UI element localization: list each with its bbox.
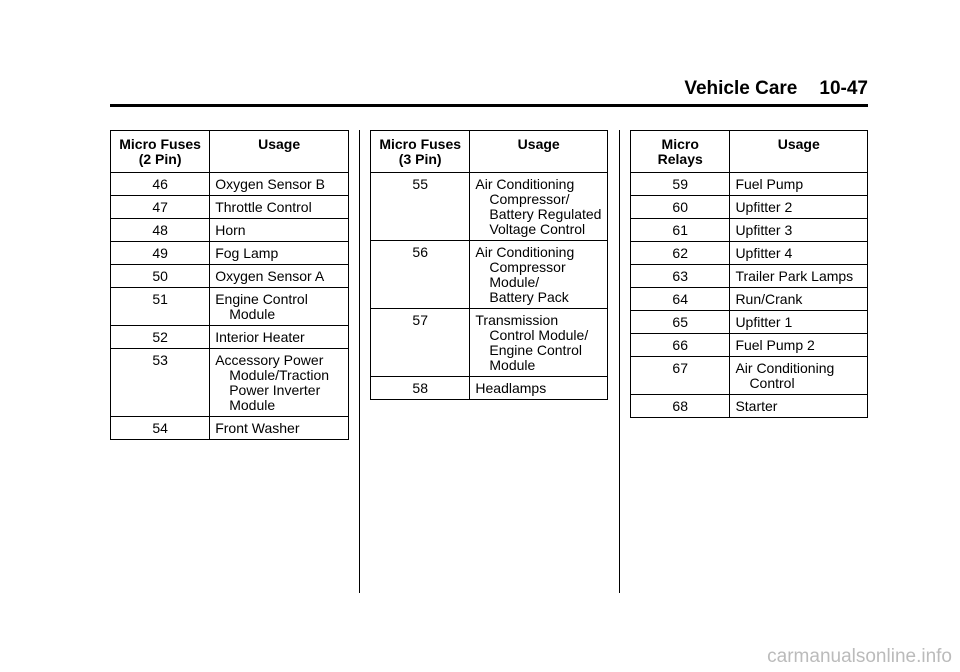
table-row: [111, 288, 349, 326]
page-number: 10-47: [819, 78, 868, 99]
fuse-usage: Run/Crank: [730, 288, 868, 311]
table-row: [631, 242, 868, 265]
micro-relays-table: [630, 130, 868, 418]
section-title: Vehicle Care: [684, 78, 798, 99]
micro-fuses-2-pin-table: [110, 130, 349, 440]
fuse-usage: Front Washer: [210, 417, 349, 440]
fuse-number: 66: [631, 334, 730, 357]
table-row: [631, 334, 868, 357]
fuse-number: 59: [631, 173, 730, 196]
fuse-number: 57: [371, 309, 470, 377]
fuse-number: 46: [111, 173, 210, 196]
table-row: [111, 417, 349, 440]
fuse-number: 64: [631, 288, 730, 311]
table-row: [371, 377, 608, 400]
table-row: [631, 196, 868, 219]
column-header-usage: Usage: [470, 131, 608, 173]
header-rule: [110, 104, 868, 107]
fuse-usage: Upfitter 1: [730, 311, 868, 334]
fuse-usage: Oxygen Sensor A: [210, 265, 349, 288]
column-header-fuse: Micro Relays: [631, 131, 730, 173]
fuse-usage: Air Conditioning Compressor/ Battery Regulated Voltage Control: [470, 173, 608, 241]
fuse-number: 63: [631, 265, 730, 288]
fuse-number: 47: [111, 196, 210, 219]
fuse-usage: Upfitter 2: [730, 196, 868, 219]
column-header-fuse: Micro Fuses (2 Pin): [111, 131, 210, 173]
fuse-usage: Interior Heater: [210, 326, 349, 349]
fuse-number: 60: [631, 196, 730, 219]
fuse-number: 50: [111, 265, 210, 288]
table-row: [631, 311, 868, 334]
fuse-usage: Upfitter 4: [730, 242, 868, 265]
fuse-number: 58: [371, 377, 470, 400]
micro-fuses-3-pin-table: [370, 130, 608, 400]
fuse-usage: Horn: [210, 219, 349, 242]
watermark: carmanualsonline.info: [767, 646, 952, 667]
table-row: [631, 357, 868, 395]
fuse-usage: Headlamps: [470, 377, 608, 400]
table-header-row: [111, 131, 349, 173]
table-row: [631, 173, 868, 196]
table-row: [111, 173, 349, 196]
table-row: [111, 349, 349, 417]
table-row: [111, 196, 349, 219]
table-row: [111, 265, 349, 288]
table-row: [111, 326, 349, 349]
fuse-usage: Upfitter 3: [730, 219, 868, 242]
fuse-usage: Air Conditioning Compressor Module/ Battery Pack: [470, 241, 608, 309]
fuse-number: 62: [631, 242, 730, 265]
fuse-number: 65: [631, 311, 730, 334]
fuse-usage: Accessory Power Module/Traction Power Inverter Module: [210, 349, 349, 417]
table-row: [111, 242, 349, 265]
fuse-number: 55: [371, 173, 470, 241]
table-row: [111, 219, 349, 242]
table-header-row: [631, 131, 868, 173]
table-row: [371, 173, 608, 241]
table-row: [631, 395, 868, 418]
fuse-number: 49: [111, 242, 210, 265]
fuse-usage: Fuel Pump 2: [730, 334, 868, 357]
fuse-number: 54: [111, 417, 210, 440]
fuse-number: 52: [111, 326, 210, 349]
column-divider-1: [359, 130, 360, 593]
column-divider-2: [619, 130, 620, 593]
fuse-number: 68: [631, 395, 730, 418]
fuse-usage: Air Conditioning Control: [730, 357, 868, 395]
table-row: [631, 288, 868, 311]
table-row: [631, 265, 868, 288]
column-header-fuse: Micro Fuses (3 Pin): [371, 131, 470, 173]
fuse-usage: Transmission Control Module/ Engine Control Module: [470, 309, 608, 377]
fuse-number: 53: [111, 349, 210, 417]
fuse-usage: Fog Lamp: [210, 242, 349, 265]
fuse-number: 48: [111, 219, 210, 242]
fuse-number: 67: [631, 357, 730, 395]
table-row: [371, 309, 608, 377]
fuse-usage: Oxygen Sensor B: [210, 173, 349, 196]
fuse-usage: Engine Control Module: [210, 288, 349, 326]
table-header-row: [371, 131, 608, 173]
column-header-usage: Usage: [730, 131, 868, 173]
fuse-usage: Throttle Control: [210, 196, 349, 219]
fuse-usage: Trailer Park Lamps: [730, 265, 868, 288]
fuse-number: 56: [371, 241, 470, 309]
table-row: [631, 219, 868, 242]
fuse-number: 61: [631, 219, 730, 242]
page-header: [110, 78, 868, 102]
fuse-number: 51: [111, 288, 210, 326]
fuse-usage: Starter: [730, 395, 868, 418]
fuse-usage: Fuel Pump: [730, 173, 868, 196]
table-row: [371, 241, 608, 309]
column-header-usage: Usage: [210, 131, 349, 173]
